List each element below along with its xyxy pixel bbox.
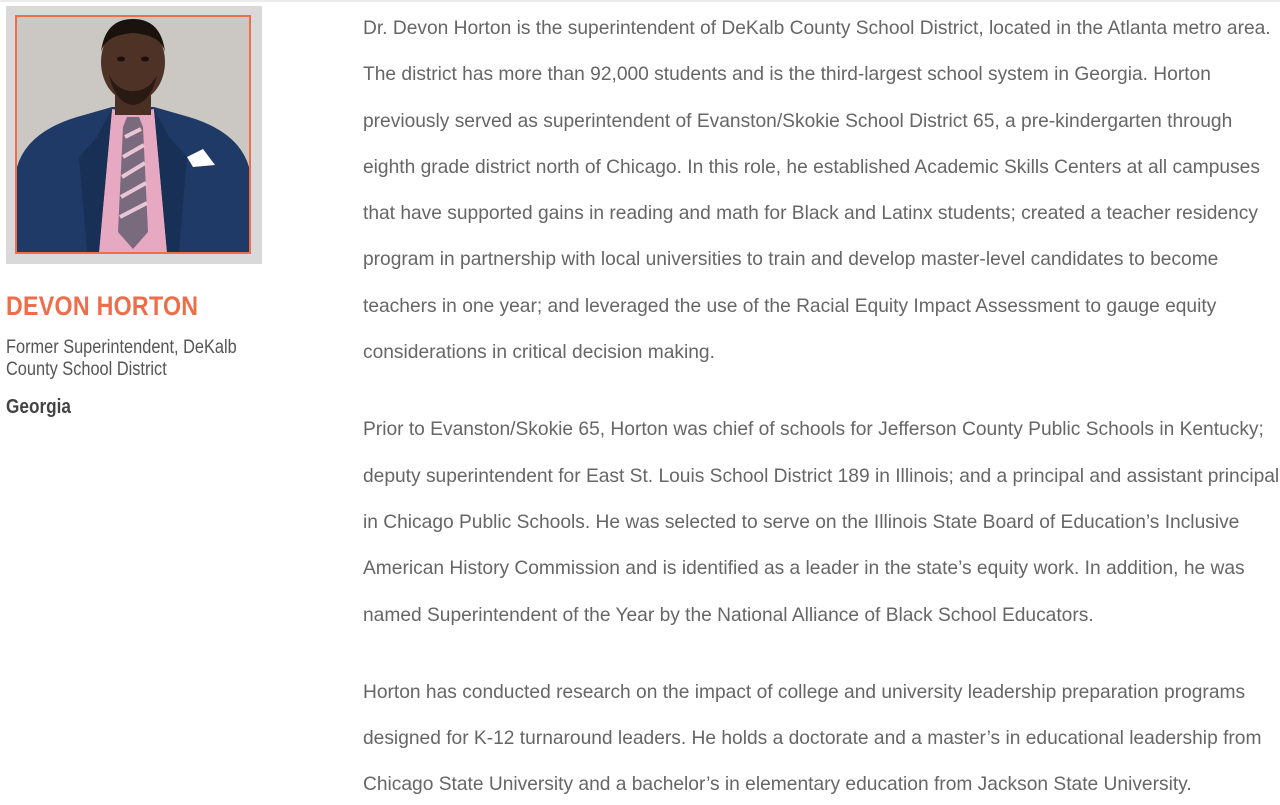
top-divider: [0, 0, 1280, 2]
bio-paragraph-3: [363, 670, 1280, 805]
person-location: Georgia: [6, 396, 71, 418]
bio-paragraph-2: [363, 407, 1280, 638]
bio-line: named Superintendent of the Year by the National Alliance of Black School Educators.: [363, 604, 1094, 626]
person-title: Former Superintendent, DeKalb County School District: [6, 337, 237, 380]
bio-content: [363, 6, 1280, 805]
bio-line: Prior to Evanston/Skokie 65, Horton was chief of schools for Jefferson County Public Schools in Kentucky;: [363, 419, 1264, 441]
bio-paragraph-1: [363, 6, 1280, 376]
bio-line: that have supported gains in reading and math for Black and Latinx students; created a teacher residency: [363, 203, 1258, 225]
bio-line: American History Commission and is identified as a leader in the state’s equity work. In addition, he was: [363, 558, 1245, 580]
bio-line: Chicago State University and a bachelor’s in elementary education from Jackson State University.: [363, 774, 1192, 796]
bio-line: Dr. Devon Horton is the superintendent of DeKalb County School District, located in the Atlanta metro area.: [363, 18, 1271, 39]
profile-photo-frame: [6, 6, 262, 264]
profile-sidebar: [6, 6, 306, 419]
bio-line: designed for K-12 turnaround leaders. He holds a doctorate and a master’s in educational leadership from: [363, 728, 1262, 750]
profile-photo: [15, 15, 251, 254]
bio-line: The district has more than 92,000 students and is the third-largest school system in Georgia. Horton: [363, 64, 1211, 86]
person-name: DEVON HORTON: [6, 291, 199, 321]
bio-line: teachers in one year; and leveraged the use of the Racial Equity Impact Assessment to gauge equity: [363, 295, 1217, 317]
bio-line: considerations in critical decision making.: [363, 342, 715, 364]
bio-line: in Chicago Public Schools. He was selected to serve on the Illinois State Board of Education’s Inclusive: [363, 511, 1240, 533]
bio-line: program in partnership with local universities to train and develop master-level candidates to become: [363, 249, 1219, 271]
bio-line: Horton has conducted research on the impact of college and university leadership preparation programs: [363, 681, 1246, 703]
bio-line: eighth grade district north of Chicago. In this role, he established Academic Skills Centers at all campuses: [363, 156, 1260, 178]
bio-line: deputy superintendent for East St. Louis School District 189 in Illinois; and a principal and assistant principal: [363, 465, 1280, 487]
bio-line: previously served as superintendent of Evanston/Skokie School District 65, a pre-kindergarten through: [363, 110, 1233, 132]
